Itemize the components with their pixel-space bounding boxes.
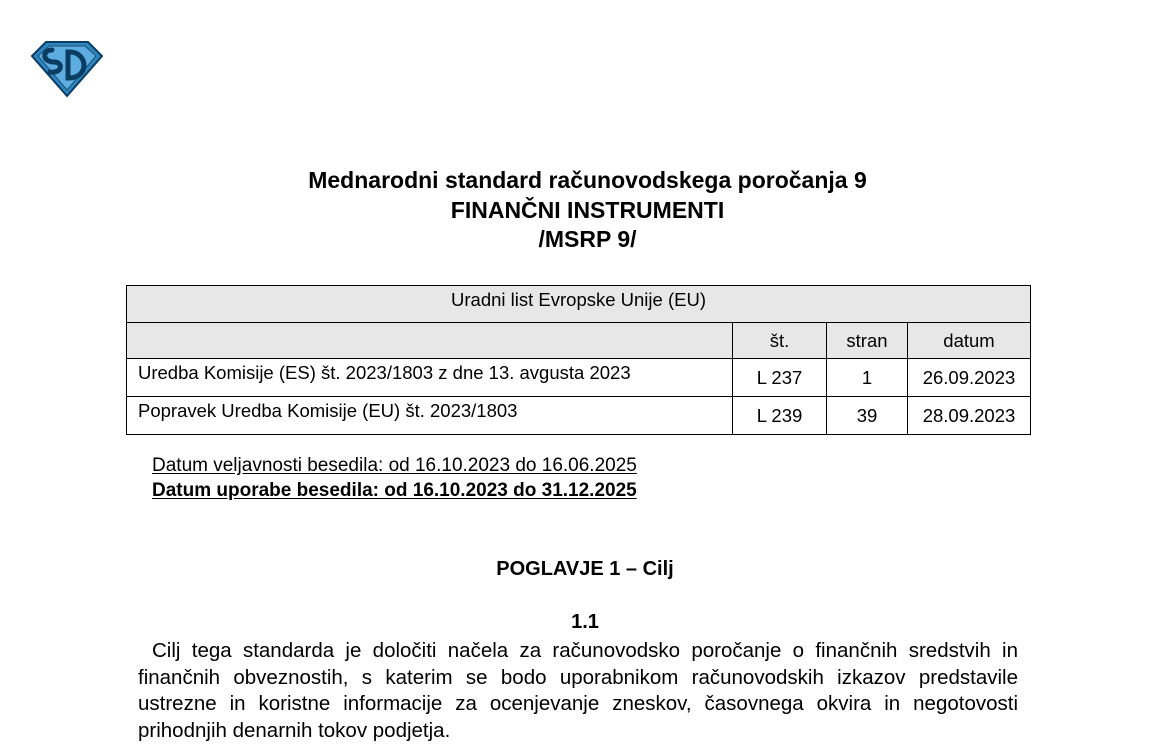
table-header-number: št. [733, 323, 827, 359]
journal-page: 1 [827, 359, 908, 397]
chapter-heading: POGLAVJE 1 – Cilj [496, 558, 674, 580]
table-header-page: stran [827, 323, 908, 359]
title-line-2: FINANČNI INSTRUMENTI [450, 196, 725, 223]
title-line-1: Mednarodni standard računovodskega poročanja 9 [308, 167, 867, 193]
table-header-date: datum [908, 323, 1031, 359]
regulation-text: Popravek Uredba Komisije (EU) št. 2023/1803 [127, 397, 733, 435]
validity-date-text: Datum veljavnosti besedila: od 16.10.2023 do 16.06.2025 [152, 455, 637, 476]
official-journal-table [126, 285, 1031, 435]
paragraph-number: 1.1 [571, 611, 599, 633]
logo-graphic [30, 40, 104, 98]
journal-number: L 237 [733, 359, 827, 397]
table-header-blank [127, 323, 733, 359]
document-title [0, 166, 1157, 255]
journal-number: L 239 [733, 397, 827, 435]
journal-date: 26.09.2023 [908, 359, 1031, 397]
journal-date: 28.09.2023 [908, 397, 1031, 435]
journal-page: 39 [827, 397, 908, 435]
paragraph-text: Cilj tega standarda je določiti načela za računovodsko poročanje o finančnih sredstvih in finančnih obveznostih, s katerim se bodo uporabnikom računovodskih izkazov predstavile ustrezne in koristne informacije za ocenjevanje zneskov, časovnega okvira in negotovosti prihodnjih denarnih tokov podjetja. [138, 639, 1018, 742]
table-row [127, 397, 1031, 435]
superman-shield-logo-icon [30, 40, 104, 98]
application-date-text: Datum uporabe besedila: od 16.10.2023 do 31.12.2025 [152, 480, 637, 501]
regulation-text: Uredba Komisije (ES) št. 2023/1803 z dne 13. avgusta 2023 [127, 359, 733, 397]
table-row [127, 359, 1031, 397]
table-caption: Uradni list Evropske Unije (EU) [127, 286, 1031, 323]
title-line-3: /MSRP 9/ [538, 226, 637, 252]
validity-dates [152, 453, 637, 503]
